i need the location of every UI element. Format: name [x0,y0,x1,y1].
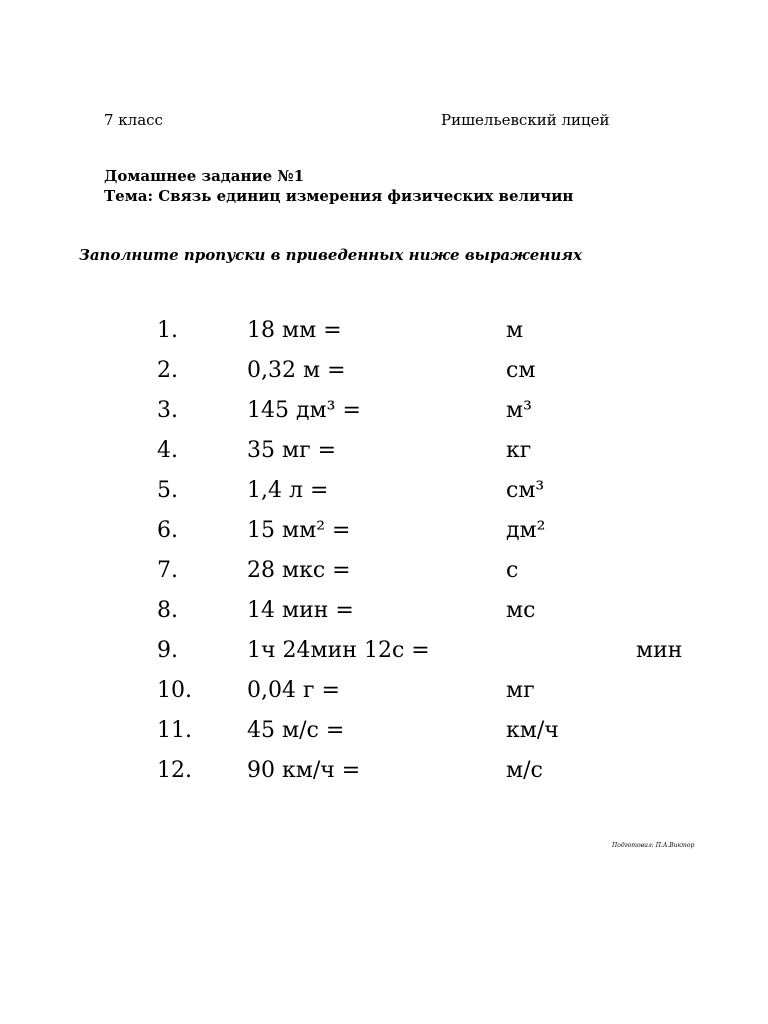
exercise-expression: 1ч 24мин 12с = [247,638,430,663]
exercise-target-unit: с [506,558,519,583]
exercise-row [0,318,768,358]
exercise-row [0,678,768,718]
exercise-target-unit: м³ [506,398,532,423]
grade-label: 7 класс [104,111,163,129]
exercise-expression: 0,04 г = [247,678,340,703]
homework-topic: Тема: Связь единиц измерения физических величин [104,187,574,205]
exercise-list [0,318,768,798]
exercise-target-unit: кг [506,438,532,463]
exercise-target-unit: мс [506,598,536,623]
exercise-expression: 90 км/ч = [247,758,361,783]
exercise-target-unit: дм² [506,518,546,543]
exercise-number: 12. [157,758,192,783]
exercise-row [0,638,768,678]
exercise-row [0,598,768,638]
exercise-expression: 0,32 м = [247,358,346,383]
exercise-row [0,478,768,518]
exercise-number: 6. [157,518,178,543]
exercise-number: 5. [157,478,178,503]
exercise-expression: 14 мин = [247,598,354,623]
exercise-row [0,758,768,798]
exercise-row [0,358,768,398]
exercise-expression: 1,4 л = [247,478,329,503]
exercise-target-unit: см [506,358,536,383]
exercise-row [0,438,768,478]
instruction-text: Заполните пропуски в приведенных ниже выражениях [79,246,582,264]
exercise-row [0,718,768,758]
exercise-target-unit: м [506,318,524,343]
exercise-row [0,398,768,438]
exercise-target-unit: мг [506,678,535,703]
exercise-number: 11. [157,718,192,743]
exercise-expression: 18 мм = [247,318,342,343]
exercise-expression: 35 мг = [247,438,337,463]
exercise-target-unit: м/с [506,758,543,783]
exercise-target-unit: см³ [506,478,545,503]
exercise-expression: 15 мм² = [247,518,351,543]
exercise-row [0,558,768,598]
exercise-expression: 28 мкс = [247,558,351,583]
exercise-expression: 145 дм³ = [247,398,361,423]
exercise-number: 3. [157,398,178,423]
author-credit: Подготовил: П.А.Виктор [612,842,695,849]
exercise-target-unit: км/ч [506,718,559,743]
exercise-number: 2. [157,358,178,383]
exercise-row [0,518,768,558]
exercise-number: 9. [157,638,178,663]
exercise-expression: 45 м/с = [247,718,345,743]
exercise-target-unit: мин [636,638,683,663]
exercise-number: 4. [157,438,178,463]
school-name: Ришельевский лицей [441,111,610,129]
exercise-number: 10. [157,678,192,703]
homework-title: Домашнее задание №1 [104,167,305,185]
exercise-number: 7. [157,558,178,583]
exercise-number: 1. [157,318,178,343]
exercise-number: 8. [157,598,178,623]
